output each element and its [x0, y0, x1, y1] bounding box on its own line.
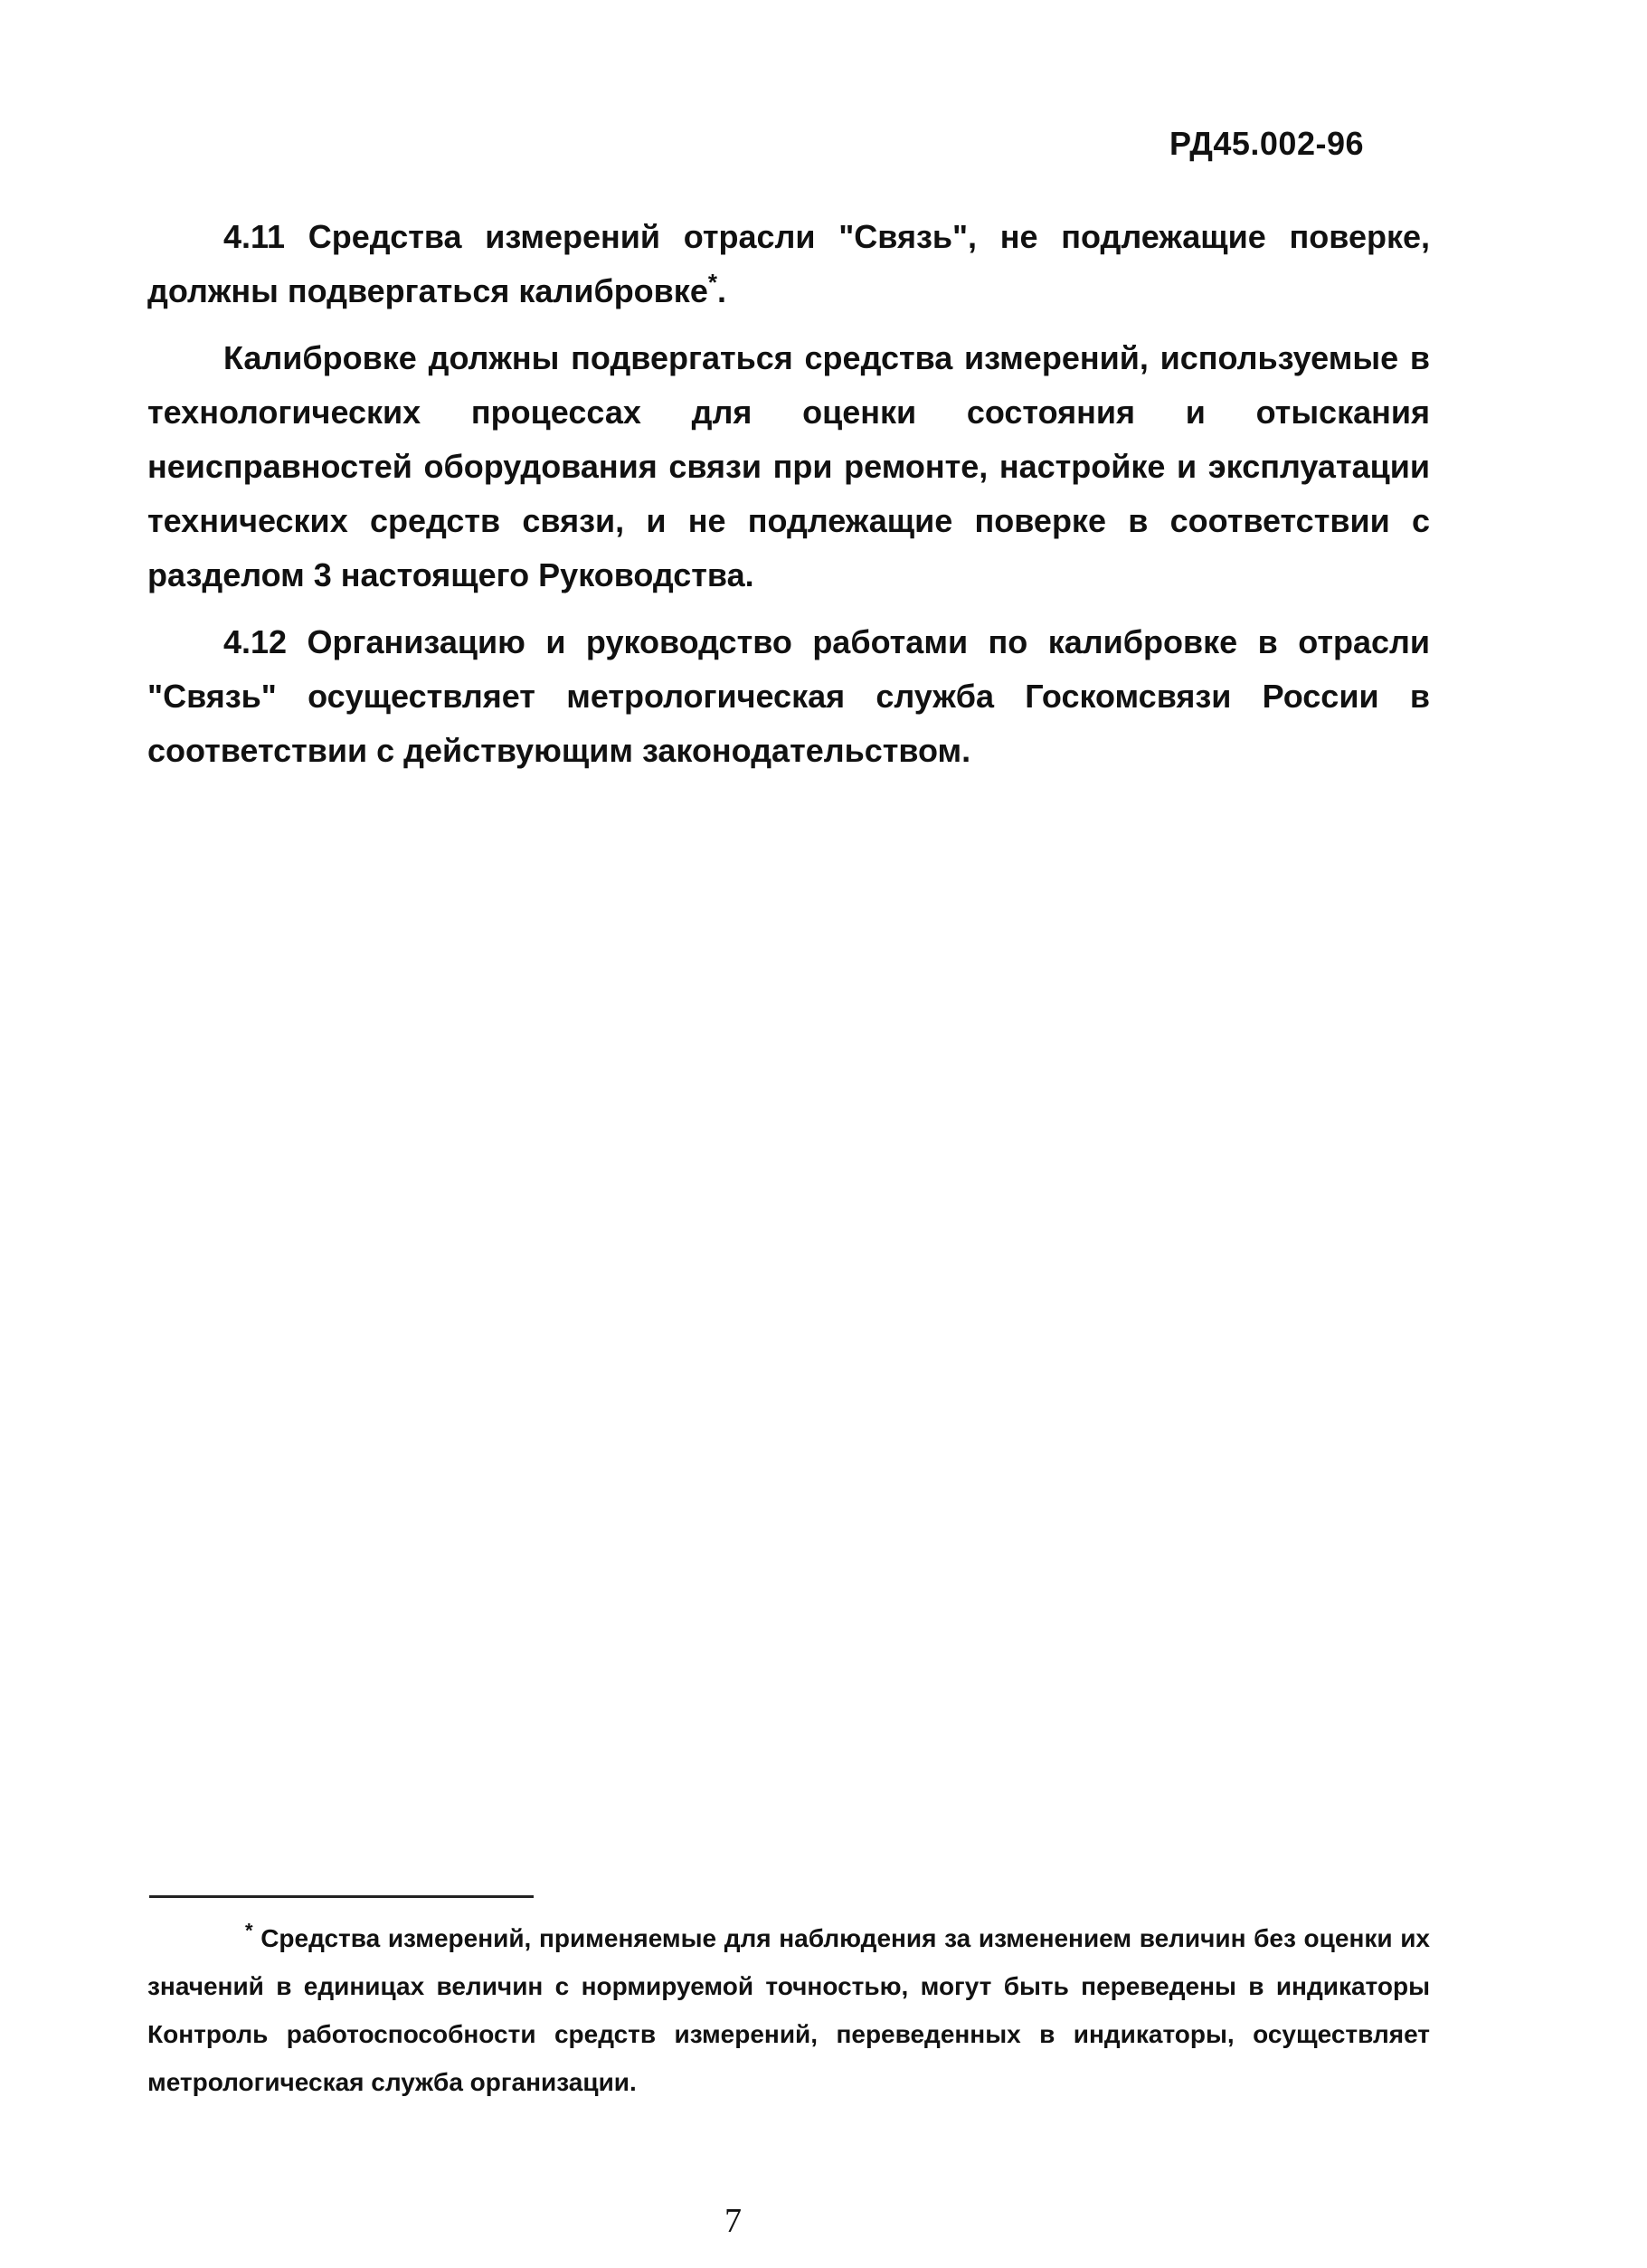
paragraph-4-12: 4.12 Организацию и руководство работами по калибровке в отрасли "Связь" осуществляет метрологическая служба Госкомсвязи России в соответствии с действующим законодательством.: [147, 623, 1430, 769]
footnote-divider: [149, 1895, 534, 1898]
page-number: 7: [724, 2202, 742, 2240]
footnote-marker: *: [707, 269, 717, 296]
paragraph-4-11: [147, 210, 1430, 318]
document-code: РД45.002-96: [1169, 125, 1364, 162]
document-body: [147, 210, 1430, 791]
paragraph-text: 4.11 Средства измерений отрасли "Связь", не подлежащие поверке, должны подвергаться калибровке: [147, 218, 1430, 309]
footnote-text: Средства измерений, применяемые для наблюдения за изменением величин без оценки их значений в единицах величин с нормируемой точностью, могут быть переведены в индикаторы Контроль работоспособности средств измерений, переведенных в индикаторы, осуществляет метрологическая служба организации.: [147, 1924, 1430, 2096]
footnote-marker: *: [245, 1919, 253, 1942]
paragraph-tail: .: [716, 272, 726, 309]
footnote: [147, 1914, 1430, 2106]
paragraph-calibration: Калибровке должны подвергаться средства измерений, используемые в технологических процессах для оценки состояния и отыскания неисправностей оборудования связи при ремонте, настройке и эксплуатации технических средств связи, и не подлежащие поверке в соответствии с разделом 3 настоящего Руководства.: [147, 339, 1430, 593]
